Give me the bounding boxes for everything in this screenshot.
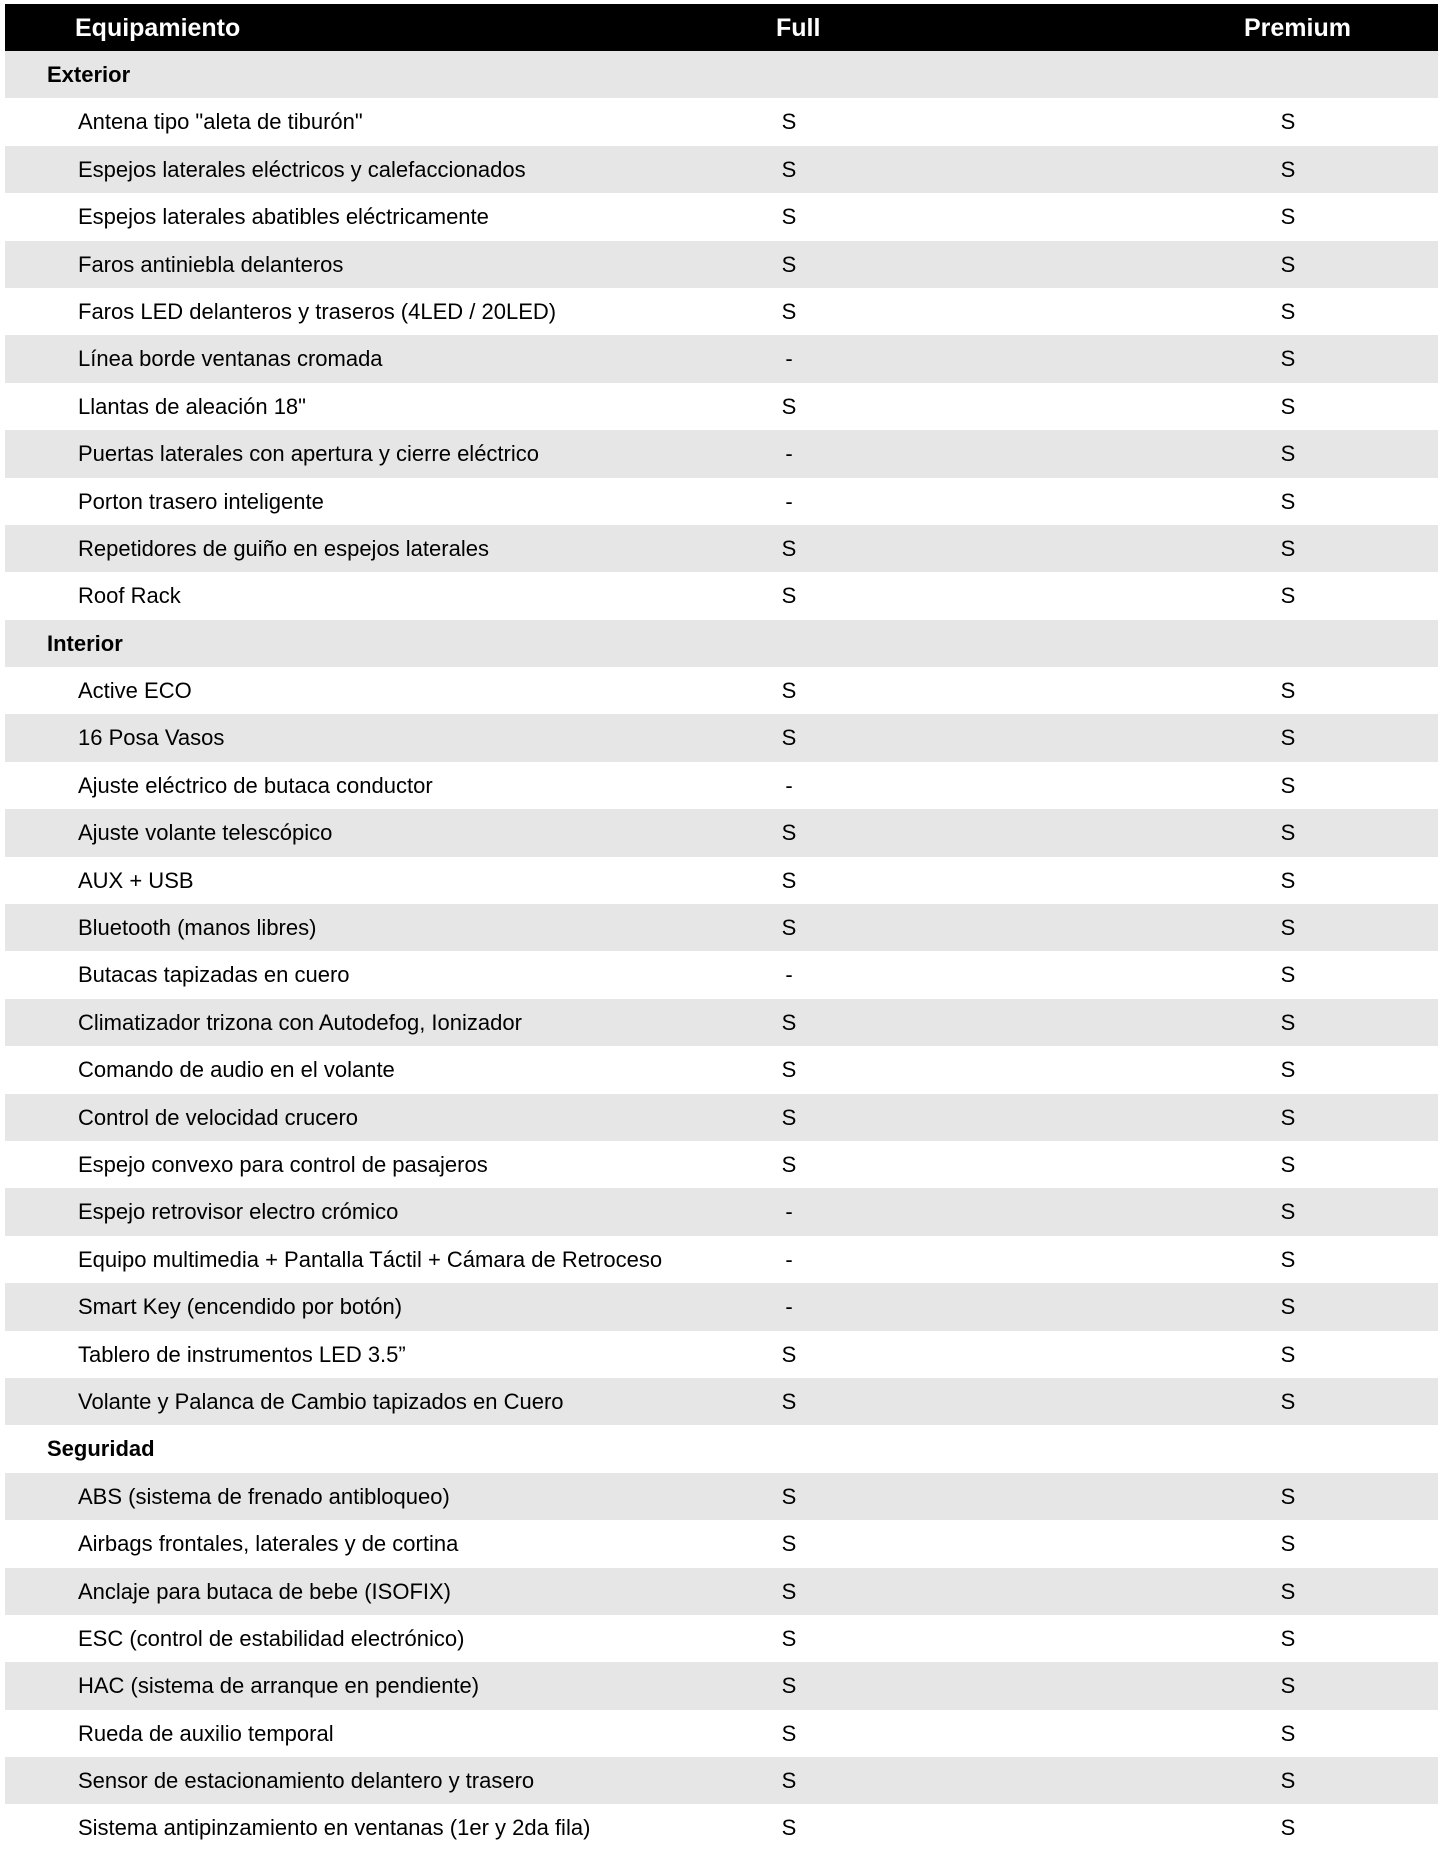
item-name: Sensor de estacionamiento delantero y trasero (78, 1768, 535, 1794)
premium-value: S (1280, 1483, 1296, 1509)
full-value: - (785, 772, 793, 798)
table-body (5, 51, 1438, 1852)
premium-value: S (1280, 867, 1296, 893)
table-row (5, 762, 1438, 809)
premium-value: S (1280, 1199, 1296, 1225)
item-name: 16 Posa Vasos (78, 725, 225, 751)
item-name: Espejos laterales eléctricos y calefaccionados (78, 156, 526, 182)
section-title: Exterior (47, 62, 131, 87)
premium-value: S (1280, 1768, 1296, 1794)
table-row (5, 1188, 1438, 1235)
premium-value: S (1280, 204, 1296, 230)
section-header-exterior (5, 51, 1438, 98)
table-row (5, 904, 1438, 951)
full-value: S (781, 678, 797, 704)
header-equipment: Equipamiento (75, 14, 241, 42)
item-name: Sistema antipinzamiento en ventanas (1er y 2da fila) (78, 1815, 591, 1841)
table-row (5, 1331, 1438, 1378)
premium-value: S (1280, 156, 1296, 182)
full-value: S (781, 1151, 797, 1177)
item-name: Porton trasero inteligente (78, 488, 324, 514)
premium-value: S (1280, 1294, 1296, 1320)
full-value: S (781, 583, 797, 609)
premium-value: S (1280, 1341, 1296, 1367)
table-row (5, 1094, 1438, 1141)
section-title: Seguridad (47, 1436, 155, 1462)
item-name: Control de velocidad crucero (78, 1104, 359, 1130)
premium-value: S (1280, 820, 1296, 846)
item-name: AUX + USB (78, 867, 194, 893)
item-name: Climatizador trizona con Autodefog, Ionizador (78, 1009, 522, 1035)
full-value: - (785, 488, 793, 514)
premium-value: S (1280, 1388, 1296, 1414)
section-title: Interior (47, 630, 123, 656)
premium-value: S (1280, 1104, 1296, 1130)
table-row (5, 999, 1438, 1046)
table-row (5, 241, 1438, 288)
premium-value: S (1280, 1673, 1296, 1699)
table-row (5, 1615, 1438, 1662)
full-value: - (785, 1246, 793, 1272)
header-full: Full (776, 14, 821, 42)
premium-value: S (1280, 109, 1296, 135)
equipment-table (5, 4, 1438, 1852)
full-value: S (781, 1388, 797, 1414)
table-row (5, 1662, 1438, 1709)
section-header-seguridad (5, 1425, 1438, 1472)
table-row (5, 1378, 1438, 1425)
item-name: Espejo retrovisor electro crómico (78, 1199, 399, 1225)
table-row (5, 1710, 1438, 1757)
item-name: Rueda de auxilio temporal (78, 1720, 334, 1746)
full-value: S (781, 1104, 797, 1130)
table-row (5, 714, 1438, 761)
premium-value: S (1280, 1815, 1296, 1841)
full-value: - (785, 346, 793, 372)
full-value: S (781, 204, 797, 230)
full-value: S (781, 1815, 797, 1841)
item-name: Equipo multimedia + Pantalla Táctil + Cámara de Retroceso (78, 1246, 663, 1272)
item-name: ABS (sistema de frenado antibloqueo) (78, 1483, 450, 1509)
table-row (5, 1473, 1438, 1520)
full-value: - (785, 1199, 793, 1225)
premium-value: S (1280, 1246, 1296, 1272)
full-value: S (781, 393, 797, 419)
item-name: Tablero de instrumentos LED 3.5” (78, 1341, 406, 1367)
header-premium: Premium (1244, 14, 1351, 42)
full-value: S (781, 915, 797, 941)
premium-value: S (1280, 1625, 1296, 1651)
premium-value: S (1280, 298, 1296, 324)
table-row (5, 857, 1438, 904)
premium-value: S (1280, 772, 1296, 798)
item-name: Volante y Palanca de Cambio tapizados en Cuero (78, 1388, 564, 1414)
item-name: Ajuste volante telescópico (78, 820, 333, 846)
table-row (5, 951, 1438, 998)
table-row (5, 572, 1438, 619)
item-name: Antena tipo "aleta de tiburón" (78, 109, 363, 135)
premium-value: S (1280, 915, 1296, 941)
item-name: Espejo convexo para control de pasajeros (78, 1151, 488, 1177)
item-name: Bluetooth (manos libres) (78, 915, 317, 941)
item-name: ESC (control de estabilidad electrónico) (78, 1625, 465, 1651)
full-value: S (781, 1768, 797, 1794)
premium-value: S (1280, 1720, 1296, 1746)
table-row (5, 1141, 1438, 1188)
premium-value: S (1280, 393, 1296, 419)
full-value: S (781, 1673, 797, 1699)
table-row (5, 1568, 1438, 1615)
item-name: Faros LED delanteros y traseros (4LED / 20LED) (78, 298, 557, 324)
premium-value: S (1280, 1531, 1296, 1557)
full-value: S (781, 1531, 797, 1557)
item-name: Ajuste eléctrico de butaca conductor (78, 772, 433, 798)
table-row (5, 193, 1438, 240)
item-name: Butacas tapizadas en cuero (78, 962, 350, 988)
table-row (5, 146, 1438, 193)
full-value: - (785, 962, 793, 988)
full-value: - (785, 1294, 793, 1320)
item-name: Puertas laterales con apertura y cierre eléctrico (78, 441, 539, 467)
table-row (5, 288, 1438, 335)
full-value: S (781, 1483, 797, 1509)
full-value: S (781, 251, 797, 277)
item-name: Repetidores de guiño en espejos laterales (78, 535, 489, 561)
full-value: S (781, 725, 797, 751)
table-row (5, 430, 1438, 477)
section-header-interior (5, 620, 1438, 667)
item-name: Línea borde ventanas cromada (78, 346, 383, 372)
premium-value: S (1280, 251, 1296, 277)
full-value: S (781, 820, 797, 846)
table-row (5, 335, 1438, 382)
premium-value: S (1280, 1578, 1296, 1604)
full-value: S (781, 535, 797, 561)
table-row (5, 1283, 1438, 1330)
premium-value: S (1280, 1057, 1296, 1083)
premium-value: S (1280, 346, 1296, 372)
item-name: HAC (sistema de arranque en pendiente) (78, 1673, 480, 1699)
premium-value: S (1280, 583, 1296, 609)
item-name: Smart Key (encendido por botón) (78, 1294, 403, 1320)
item-name: Llantas de aleación 18" (78, 393, 306, 419)
item-name: Roof Rack (78, 583, 181, 609)
table-row (5, 525, 1438, 572)
full-value: S (781, 1720, 797, 1746)
table-row (5, 667, 1438, 714)
premium-value: S (1280, 488, 1296, 514)
table-row (5, 478, 1438, 525)
table-row (5, 1236, 1438, 1283)
full-value: S (781, 867, 797, 893)
full-value: - (785, 441, 793, 467)
premium-value: S (1280, 535, 1296, 561)
item-name: Airbags frontales, laterales y de cortina (78, 1531, 459, 1557)
item-name: Anclaje para butaca de bebe (ISOFIX) (78, 1578, 451, 1604)
full-value: S (781, 109, 797, 135)
premium-value: S (1280, 1009, 1296, 1035)
full-value: S (781, 1341, 797, 1367)
full-value: S (781, 298, 797, 324)
premium-value: S (1280, 441, 1296, 467)
premium-value: S (1280, 725, 1296, 751)
item-name: Faros antiniebla delanteros (78, 251, 344, 277)
full-value: S (781, 156, 797, 182)
full-value: S (781, 1009, 797, 1035)
table-row (5, 98, 1438, 145)
premium-value: S (1280, 1151, 1296, 1177)
item-name: Active ECO (78, 678, 192, 704)
table-row (5, 1520, 1438, 1567)
table-row (5, 1046, 1438, 1093)
full-value: S (781, 1057, 797, 1083)
item-name: Comando de audio en el volante (78, 1057, 395, 1083)
premium-value: S (1280, 678, 1296, 704)
table-row (5, 383, 1438, 430)
table-header (5, 4, 1438, 51)
full-value: S (781, 1625, 797, 1651)
table-row (5, 1757, 1438, 1804)
full-value: S (781, 1578, 797, 1604)
table-row (5, 809, 1438, 856)
item-name: Espejos laterales abatibles eléctricamente (78, 204, 489, 230)
premium-value: S (1280, 962, 1296, 988)
